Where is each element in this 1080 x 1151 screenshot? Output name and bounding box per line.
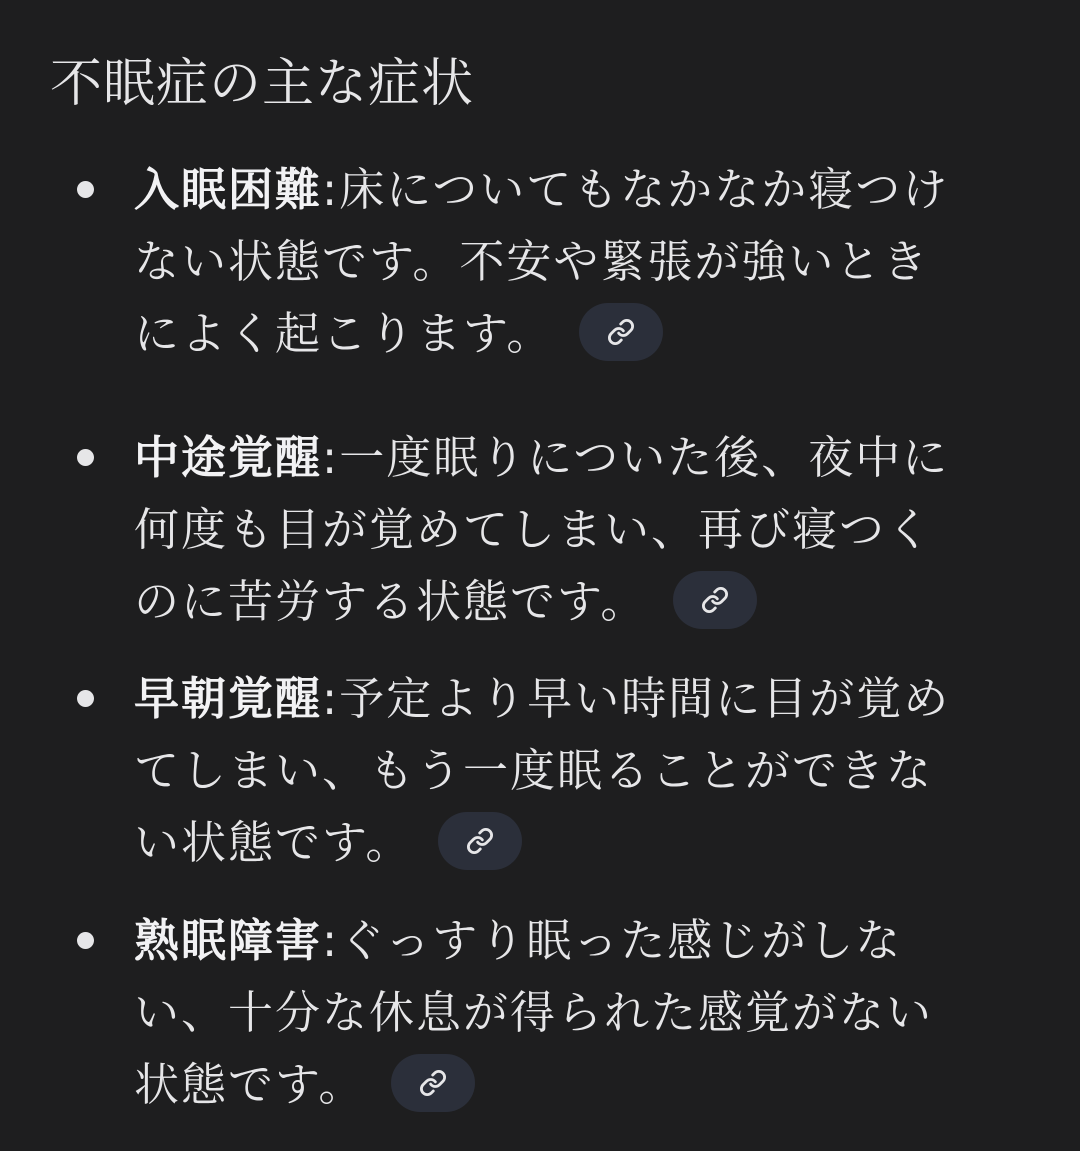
bullet-dot xyxy=(77,932,94,949)
item-description-line: い、十分な休息が得られた感覚がない xyxy=(134,986,934,1039)
symptom-term: 熟眠障害 xyxy=(134,914,323,967)
bullet-dot xyxy=(77,181,94,198)
bullet-dot xyxy=(77,449,94,466)
term-separator: : xyxy=(322,163,340,216)
term-separator: : xyxy=(322,672,340,725)
symptom-term: 入眠困難 xyxy=(134,163,323,216)
item-description-line: 一度眠りについた後、夜中に xyxy=(339,431,950,484)
item-description-line: 予定より早い時間に目が覚め xyxy=(339,672,951,725)
term-separator: : xyxy=(322,914,340,967)
item-text xyxy=(134,422,1024,638)
item-description-line: ない状態です。不安や緊張が強いとき xyxy=(134,235,930,288)
citation-link-button[interactable] xyxy=(579,303,663,361)
symptom-term: 早朝覚醒 xyxy=(134,672,323,725)
item-description-line: 状態です。 xyxy=(134,1058,366,1111)
symptom-term: 中途覚醒 xyxy=(134,431,323,484)
link-icon xyxy=(419,1069,447,1097)
citation-link-button[interactable] xyxy=(391,1054,475,1112)
link-icon xyxy=(607,318,635,346)
citation-link-button[interactable] xyxy=(673,571,757,629)
item-description-line: 床についてもなかなか寝つけ xyxy=(339,163,950,216)
citation-link-button[interactable] xyxy=(438,812,522,870)
item-text xyxy=(134,663,1024,879)
item-description-line: てしまい、もう一度眠ることができな xyxy=(134,744,934,797)
item-description-line: によく起こります。 xyxy=(134,307,554,360)
item-description-line: ぐっすり眠った感じがしな xyxy=(339,914,903,967)
bullet-dot xyxy=(77,690,94,707)
item-description-line: のに苦労する状態です。 xyxy=(134,575,648,628)
term-separator: : xyxy=(322,431,340,484)
item-text xyxy=(134,154,1024,370)
item-description-line: い状態です。 xyxy=(134,816,413,869)
link-icon xyxy=(701,586,729,614)
item-description-line: 何度も目が覚めてしまい、再び寝つく xyxy=(134,503,934,556)
section-heading: 不眠症の主な症状 xyxy=(50,54,475,114)
item-text xyxy=(134,905,1024,1121)
link-icon xyxy=(466,827,494,855)
